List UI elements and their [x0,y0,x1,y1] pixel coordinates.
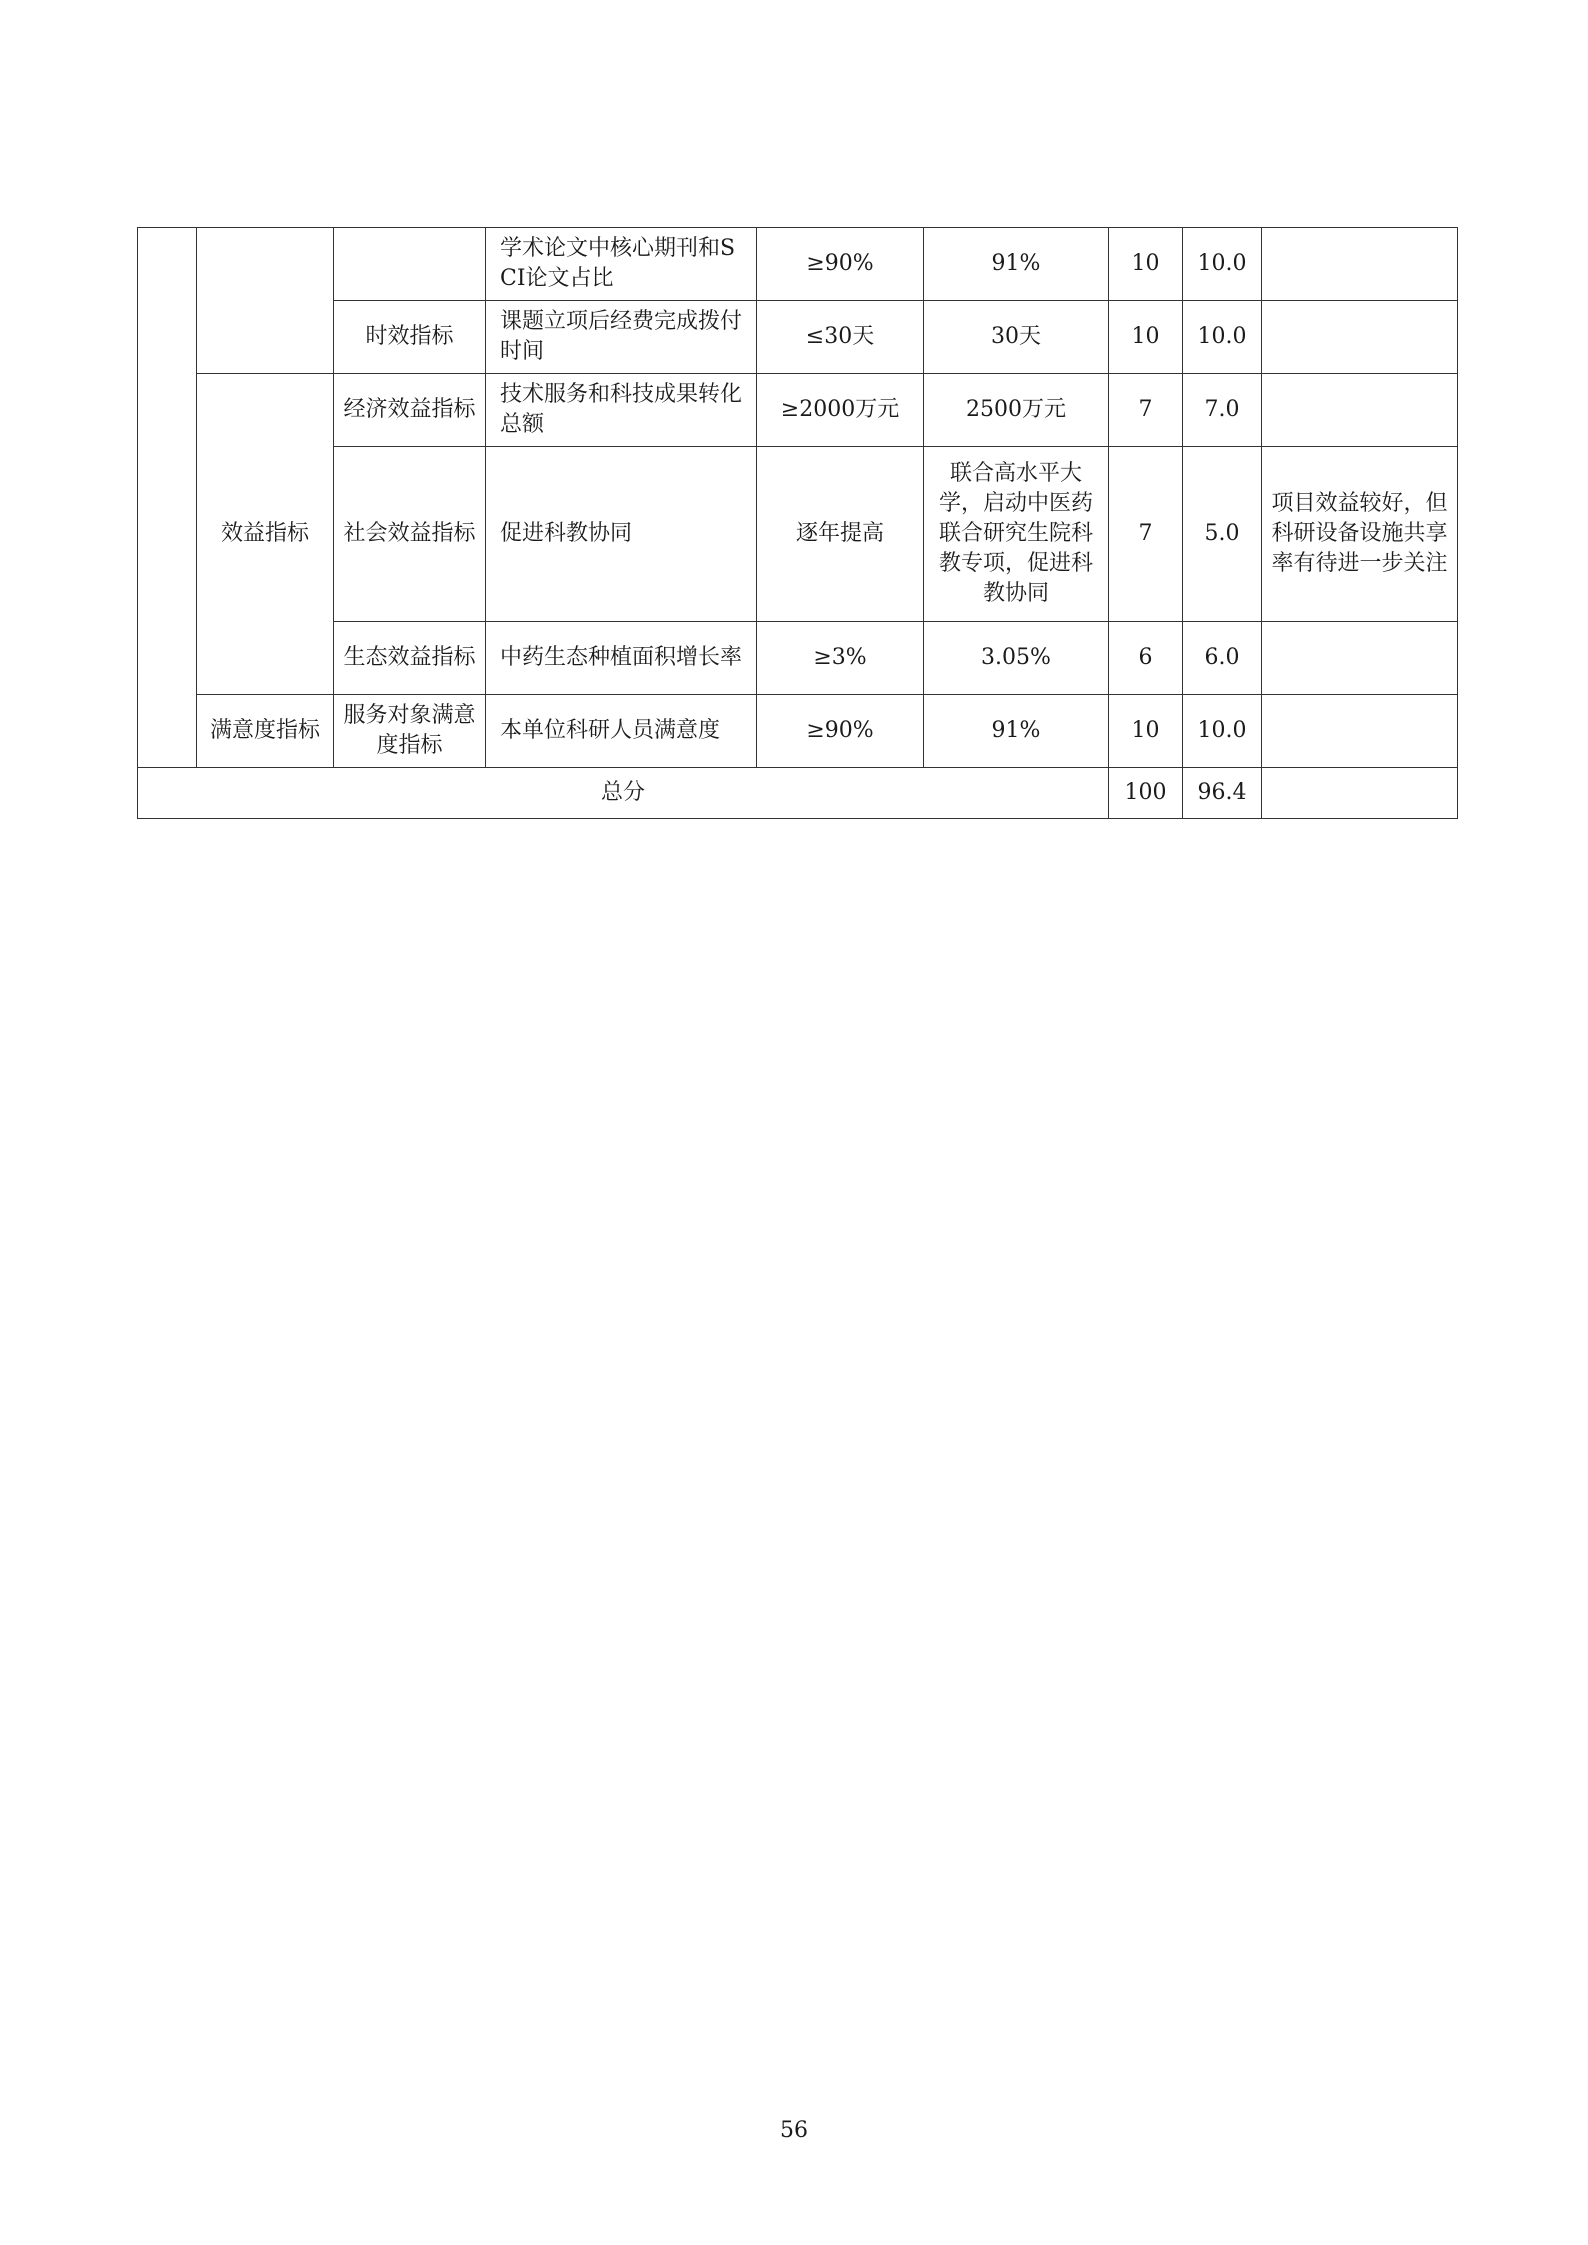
weight-cell: 7 [1109,447,1183,622]
sub-indicator-cell: 时效指标 [334,301,486,374]
indicator-desc-cell: 本单位科研人员满意度 [486,695,757,768]
sub-indicator-cell: 社会效益指标 [334,447,486,622]
table-row [138,447,1458,622]
actual-cell: 91% [924,695,1109,768]
table-row [138,622,1458,695]
score-cell: 10.0 [1183,301,1262,374]
score-cell: 6.0 [1183,622,1262,695]
target-cell: ≥3% [757,622,924,695]
total-weight-cell: 100 [1109,768,1183,819]
table-row [138,301,1458,374]
sub-indicator-cell: 经济效益指标 [334,374,486,447]
actual-cell: 30天 [924,301,1109,374]
table-row [138,228,1458,301]
sub-indicator-cell [334,228,486,301]
target-cell: ≥90% [757,695,924,768]
total-note-cell [1262,768,1458,819]
indicator-desc-cell: 技术服务和科技成果转化总额 [486,374,757,447]
category-cell: 满意度指标 [197,695,334,768]
note-cell [1262,622,1458,695]
table-row [138,374,1458,447]
actual-cell: 联合高水平大学，启动中医药联合研究生院科教专项，促进科教协同 [924,447,1109,622]
actual-cell: 2500万元 [924,374,1109,447]
sub-indicator-cell: 服务对象满意度指标 [334,695,486,768]
score-cell: 7.0 [1183,374,1262,447]
total-label-cell: 总分 [138,768,1109,819]
total-score-cell: 96.4 [1183,768,1262,819]
target-cell: ≥2000万元 [757,374,924,447]
sub-indicator-cell: 生态效益指标 [334,622,486,695]
target-cell: ≥90% [757,228,924,301]
indicator-desc-cell: 课题立项后经费完成拨付时间 [486,301,757,374]
weight-cell: 10 [1109,695,1183,768]
category-cell: 效益指标 [197,374,334,695]
score-cell: 10.0 [1183,695,1262,768]
weight-cell: 6 [1109,622,1183,695]
total-row [138,768,1458,819]
indicator-desc-cell: 中药生态种植面积增长率 [486,622,757,695]
note-cell [1262,374,1458,447]
category-cell [197,228,334,374]
weight-cell: 10 [1109,301,1183,374]
page-number: 56 [780,2118,808,2143]
target-cell: ≤30天 [757,301,924,374]
weight-cell: 10 [1109,228,1183,301]
level1-category-cell [138,228,197,768]
note-cell [1262,228,1458,301]
indicator-desc-cell: 促进科教协同 [486,447,757,622]
note-cell: 项目效益较好，但科研设备设施共享率有待进一步关注 [1262,447,1458,622]
indicator-desc-cell: 学术论文中核心期刊和SCI论文占比 [486,228,757,301]
score-cell: 5.0 [1183,447,1262,622]
weight-cell: 7 [1109,374,1183,447]
score-cell: 10.0 [1183,228,1262,301]
table-row [138,695,1458,768]
note-cell [1262,301,1458,374]
actual-cell: 91% [924,228,1109,301]
target-cell: 逐年提高 [757,447,924,622]
note-cell [1262,695,1458,768]
actual-cell: 3.05% [924,622,1109,695]
performance-table [137,227,1458,819]
